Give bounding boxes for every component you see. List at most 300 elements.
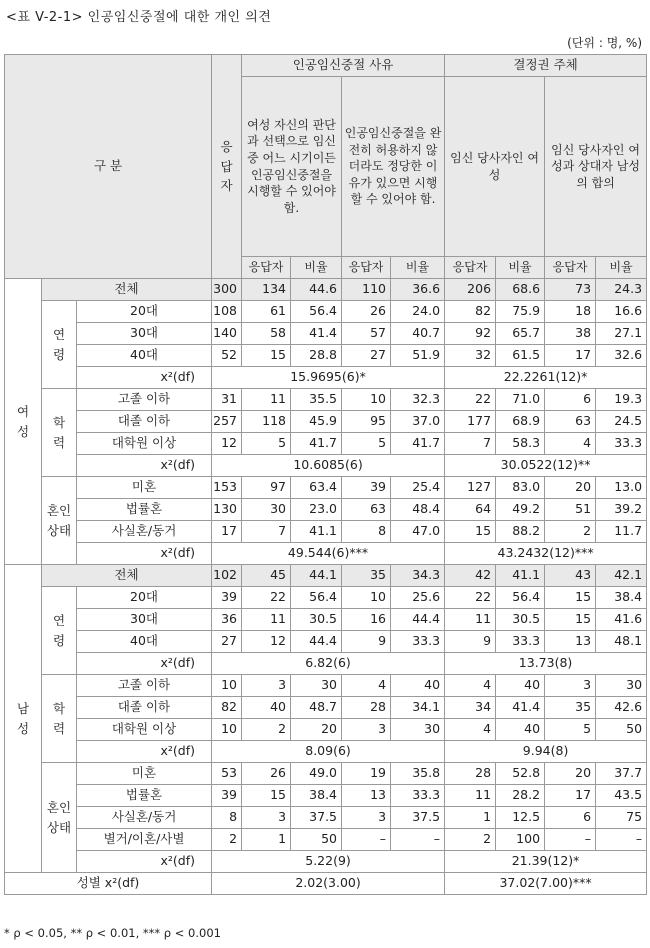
data-cell: 15 bbox=[242, 785, 291, 807]
data-cell: – bbox=[342, 829, 391, 851]
data-cell: 33.3 bbox=[596, 433, 647, 455]
data-cell: 31 bbox=[212, 389, 242, 411]
chi-value-reason: 8.09(6) bbox=[212, 741, 445, 763]
data-cell: 15 bbox=[242, 345, 291, 367]
sex-label bbox=[5, 279, 42, 565]
data-cell: 17 bbox=[545, 785, 596, 807]
data-cell: 134 bbox=[242, 279, 291, 301]
data-cell: 4 bbox=[445, 719, 496, 741]
data-cell: 4 bbox=[545, 433, 596, 455]
sub-header-ratio: 비율 bbox=[496, 257, 545, 279]
data-cell: 3 bbox=[342, 719, 391, 741]
data-cell: 8 bbox=[342, 521, 391, 543]
data-cell: 50 bbox=[291, 829, 342, 851]
data-cell: 15 bbox=[545, 609, 596, 631]
data-cell: 19.3 bbox=[596, 389, 647, 411]
table-row bbox=[5, 389, 647, 411]
data-cell: 75 bbox=[596, 807, 647, 829]
data-cell: 88.2 bbox=[496, 521, 545, 543]
data-cell: 130 bbox=[212, 499, 242, 521]
data-cell: 58 bbox=[242, 323, 291, 345]
data-cell: 37.0 bbox=[391, 411, 445, 433]
reason-group-header: 인공임신중절 사유 bbox=[242, 55, 445, 77]
data-cell: 11 bbox=[242, 389, 291, 411]
col-a-header bbox=[242, 77, 342, 257]
table-row bbox=[5, 719, 647, 741]
data-cell: 10 bbox=[342, 587, 391, 609]
data-cell: 3 bbox=[545, 675, 596, 697]
data-cell: 57 bbox=[342, 323, 391, 345]
data-cell: 11 bbox=[445, 785, 496, 807]
data-cell: 4 bbox=[342, 675, 391, 697]
data-cell: 39 bbox=[212, 587, 242, 609]
data-cell: – bbox=[391, 829, 445, 851]
data-cell: 140 bbox=[212, 323, 242, 345]
survey-table bbox=[4, 54, 647, 895]
data-cell: 118 bbox=[242, 411, 291, 433]
data-cell: 3 bbox=[242, 807, 291, 829]
chi-label-text: x²(df) bbox=[160, 853, 196, 869]
data-cell: 38.4 bbox=[291, 785, 342, 807]
data-cell: 44.4 bbox=[391, 609, 445, 631]
group-label bbox=[42, 675, 77, 763]
row-label: 20대 bbox=[77, 587, 212, 609]
data-cell: 32.6 bbox=[596, 345, 647, 367]
chi-row bbox=[5, 455, 647, 477]
data-cell: 100 bbox=[496, 829, 545, 851]
chi-label bbox=[77, 741, 212, 763]
data-cell: 41.6 bbox=[596, 609, 647, 631]
chi-label-text: x²(df) bbox=[160, 545, 196, 561]
chi-value-decision: 43.2432(12)*** bbox=[445, 543, 647, 565]
table-row bbox=[5, 807, 647, 829]
table-row bbox=[5, 609, 647, 631]
row-label: 30대 bbox=[77, 609, 212, 631]
data-cell: 257 bbox=[212, 411, 242, 433]
data-cell: 83.0 bbox=[496, 477, 545, 499]
data-cell: 41.4 bbox=[291, 323, 342, 345]
sub-header-ratio: 비율 bbox=[596, 257, 647, 279]
data-cell: 33.3 bbox=[391, 785, 445, 807]
total-label: 전체 bbox=[42, 279, 212, 301]
data-cell: 12 bbox=[212, 433, 242, 455]
data-cell: 30.5 bbox=[496, 609, 545, 631]
data-cell: 20 bbox=[545, 763, 596, 785]
col-d-header bbox=[545, 77, 647, 257]
data-cell: 68.9 bbox=[496, 411, 545, 433]
data-cell: 32 bbox=[445, 345, 496, 367]
data-cell: – bbox=[596, 829, 647, 851]
data-cell: 4 bbox=[445, 675, 496, 697]
data-cell: 7 bbox=[445, 433, 496, 455]
sub-header-respondents: 응답자 bbox=[545, 257, 596, 279]
chi-value-reason: 6.82(6) bbox=[212, 653, 445, 675]
data-cell: 45 bbox=[242, 565, 291, 587]
table-row bbox=[5, 675, 647, 697]
table-row bbox=[5, 477, 647, 499]
data-cell: 35.5 bbox=[291, 389, 342, 411]
data-cell: 95 bbox=[342, 411, 391, 433]
data-cell: 33.3 bbox=[391, 631, 445, 653]
data-cell: 24.5 bbox=[596, 411, 647, 433]
decision-group-header: 결정권 주체 bbox=[445, 55, 647, 77]
data-cell: 37.5 bbox=[391, 807, 445, 829]
data-cell: 12.5 bbox=[496, 807, 545, 829]
row-label: 법률혼 bbox=[77, 499, 212, 521]
chi-label bbox=[77, 851, 212, 873]
group-label-text: 연 령 bbox=[52, 327, 66, 362]
data-cell: 44.1 bbox=[291, 565, 342, 587]
data-cell: 30 bbox=[596, 675, 647, 697]
data-cell: 5 bbox=[242, 433, 291, 455]
data-cell: 12 bbox=[242, 631, 291, 653]
data-cell: 40 bbox=[391, 675, 445, 697]
chi-row bbox=[5, 653, 647, 675]
respondents-header bbox=[212, 55, 242, 279]
data-cell: 20 bbox=[545, 477, 596, 499]
chi-label bbox=[77, 653, 212, 675]
data-cell: 52.8 bbox=[496, 763, 545, 785]
data-cell: 11 bbox=[242, 609, 291, 631]
data-cell: 34.3 bbox=[391, 565, 445, 587]
col-c-text: 임신 당사자인 여성 bbox=[450, 150, 539, 182]
group-label-text: 연 령 bbox=[52, 613, 66, 648]
data-cell: 15 bbox=[445, 521, 496, 543]
data-cell: 38.4 bbox=[596, 587, 647, 609]
row-label: 30대 bbox=[77, 323, 212, 345]
data-cell: 73 bbox=[545, 279, 596, 301]
row-label: 40대 bbox=[77, 345, 212, 367]
chi-label bbox=[77, 543, 212, 565]
data-cell: 22 bbox=[445, 389, 496, 411]
data-cell: 63.4 bbox=[291, 477, 342, 499]
respondents-header-text: 응 답 자 bbox=[220, 139, 233, 194]
data-cell: 48.7 bbox=[291, 697, 342, 719]
data-cell: 56.4 bbox=[291, 587, 342, 609]
data-cell: 26 bbox=[342, 301, 391, 323]
table-row bbox=[5, 301, 647, 323]
data-cell: 49.2 bbox=[496, 499, 545, 521]
data-cell: 153 bbox=[212, 477, 242, 499]
data-cell: 16.6 bbox=[596, 301, 647, 323]
data-cell: 44.4 bbox=[291, 631, 342, 653]
data-cell: 36.6 bbox=[391, 279, 445, 301]
group-label-text: 혼인 상태 bbox=[46, 503, 72, 538]
data-cell: 5 bbox=[342, 433, 391, 455]
significance-note: * ρ < 0.05, ** ρ < 0.01, *** ρ < 0.001 bbox=[4, 926, 221, 940]
gender-chi-decision: 37.02(7.00)*** bbox=[445, 873, 647, 895]
data-cell: 25.4 bbox=[391, 477, 445, 499]
chi-value-decision: 22.2261(12)* bbox=[445, 367, 647, 389]
data-cell: 25.6 bbox=[391, 587, 445, 609]
data-cell: 28 bbox=[342, 697, 391, 719]
data-cell: 34.1 bbox=[391, 697, 445, 719]
data-cell: 42 bbox=[445, 565, 496, 587]
data-cell: 30 bbox=[391, 719, 445, 741]
chi-row bbox=[5, 741, 647, 763]
data-cell: 65.7 bbox=[496, 323, 545, 345]
data-cell: 19 bbox=[342, 763, 391, 785]
row-label: 대졸 이하 bbox=[77, 411, 212, 433]
table-row bbox=[5, 829, 647, 851]
data-cell: 51 bbox=[545, 499, 596, 521]
data-cell: 45.9 bbox=[291, 411, 342, 433]
sub-header-ratio: 비율 bbox=[391, 257, 445, 279]
row-label: 미혼 bbox=[77, 763, 212, 785]
chi-value-reason: 10.6085(6) bbox=[212, 455, 445, 477]
data-cell: 18 bbox=[545, 301, 596, 323]
row-label: 법률혼 bbox=[77, 785, 212, 807]
data-cell: 51.9 bbox=[391, 345, 445, 367]
data-cell: 41.7 bbox=[391, 433, 445, 455]
data-cell: 28.8 bbox=[291, 345, 342, 367]
chi-label bbox=[77, 367, 212, 389]
sex-label-text: 여 성 bbox=[16, 404, 30, 439]
chi-value-decision: 9.94(8) bbox=[445, 741, 647, 763]
data-cell: 10 bbox=[342, 389, 391, 411]
sub-header-ratio: 비율 bbox=[291, 257, 342, 279]
data-cell: 28.2 bbox=[496, 785, 545, 807]
data-cell: 61.5 bbox=[496, 345, 545, 367]
row-label: 별거/이혼/사별 bbox=[77, 829, 212, 851]
row-label: 대졸 이하 bbox=[77, 697, 212, 719]
chi-value-reason: 49.544(6)*** bbox=[212, 543, 445, 565]
data-cell: 3 bbox=[342, 807, 391, 829]
data-cell: 48.1 bbox=[596, 631, 647, 653]
col-d-text: 임신 당사자인 여성과 상대자 남성의 합의 bbox=[551, 142, 640, 190]
group-label bbox=[42, 389, 77, 477]
data-cell: 40.7 bbox=[391, 323, 445, 345]
category-header: 구 분 bbox=[5, 55, 212, 279]
col-b-text: 인공임신중절을 완전히 허용하지 않더라도 정당한 이유가 있으면 시행할 수 있어야 함. bbox=[344, 126, 442, 207]
row-label: 미혼 bbox=[77, 477, 212, 499]
data-cell: 22 bbox=[445, 587, 496, 609]
row-label: 20대 bbox=[77, 301, 212, 323]
data-cell: 300 bbox=[212, 279, 242, 301]
gender-chi-label: 성별 x²(df) bbox=[5, 873, 212, 895]
data-cell: 41.1 bbox=[496, 565, 545, 587]
data-cell: 37.7 bbox=[596, 763, 647, 785]
data-cell: 39 bbox=[212, 785, 242, 807]
row-label: 사실혼/동거 bbox=[77, 807, 212, 829]
data-cell: 26 bbox=[242, 763, 291, 785]
data-cell: 10 bbox=[212, 719, 242, 741]
group-label bbox=[42, 301, 77, 389]
data-cell: 6 bbox=[545, 389, 596, 411]
data-cell: 41.1 bbox=[291, 521, 342, 543]
table-row bbox=[5, 499, 647, 521]
data-cell: 102 bbox=[212, 565, 242, 587]
data-cell: 24.0 bbox=[391, 301, 445, 323]
data-cell: 43.5 bbox=[596, 785, 647, 807]
data-cell: 5 bbox=[545, 719, 596, 741]
data-cell: 27 bbox=[342, 345, 391, 367]
data-cell: 40 bbox=[496, 675, 545, 697]
data-cell: 56.4 bbox=[291, 301, 342, 323]
data-cell: 32.3 bbox=[391, 389, 445, 411]
row-label: 고졸 이하 bbox=[77, 389, 212, 411]
chi-value-decision: 13.73(8) bbox=[445, 653, 647, 675]
row-label: 사실혼/동거 bbox=[77, 521, 212, 543]
chi-label-text: x²(df) bbox=[160, 369, 196, 385]
data-cell: 35 bbox=[342, 565, 391, 587]
data-cell: 30.5 bbox=[291, 609, 342, 631]
data-cell: 1 bbox=[242, 829, 291, 851]
data-cell: 35 bbox=[545, 697, 596, 719]
group-label bbox=[42, 763, 77, 873]
data-cell: 108 bbox=[212, 301, 242, 323]
data-cell: 37.5 bbox=[291, 807, 342, 829]
data-cell: 27.1 bbox=[596, 323, 647, 345]
data-cell: 28 bbox=[445, 763, 496, 785]
data-cell: 16 bbox=[342, 609, 391, 631]
data-cell: 30 bbox=[242, 499, 291, 521]
data-cell: 34 bbox=[445, 697, 496, 719]
chi-label-text: x²(df) bbox=[160, 457, 196, 473]
total-label: 전체 bbox=[42, 565, 212, 587]
data-cell: 40 bbox=[496, 719, 545, 741]
data-cell: 2 bbox=[445, 829, 496, 851]
data-cell: 20 bbox=[291, 719, 342, 741]
data-cell: 52 bbox=[212, 345, 242, 367]
chi-row bbox=[5, 543, 647, 565]
data-cell: 42.1 bbox=[596, 565, 647, 587]
chi-value-decision: 21.39(12)* bbox=[445, 851, 647, 873]
chi-value-reason: 15.9695(6)* bbox=[212, 367, 445, 389]
sub-header-respondents: 응답자 bbox=[445, 257, 496, 279]
gender-chi-row bbox=[5, 873, 647, 895]
sub-header-respondents: 응답자 bbox=[242, 257, 291, 279]
data-cell: 63 bbox=[545, 411, 596, 433]
data-cell: 36 bbox=[212, 609, 242, 631]
chi-value-decision: 30.0522(12)** bbox=[445, 455, 647, 477]
data-cell: 22 bbox=[242, 587, 291, 609]
data-cell: 39 bbox=[342, 477, 391, 499]
chi-row bbox=[5, 367, 647, 389]
group-label-text: 혼인 상태 bbox=[46, 800, 72, 835]
data-cell: 17 bbox=[212, 521, 242, 543]
data-cell: – bbox=[545, 829, 596, 851]
data-cell: 63 bbox=[342, 499, 391, 521]
data-cell: 30 bbox=[291, 675, 342, 697]
data-cell: 7 bbox=[242, 521, 291, 543]
data-cell: 13.0 bbox=[596, 477, 647, 499]
data-cell: 71.0 bbox=[496, 389, 545, 411]
data-cell: 8 bbox=[212, 807, 242, 829]
table-row bbox=[5, 433, 647, 455]
data-cell: 1 bbox=[445, 807, 496, 829]
row-label: 대학원 이상 bbox=[77, 433, 212, 455]
row-label: 40대 bbox=[77, 631, 212, 653]
table-body bbox=[5, 55, 647, 895]
data-cell: 3 bbox=[242, 675, 291, 697]
total-row bbox=[5, 279, 647, 301]
data-cell: 68.6 bbox=[496, 279, 545, 301]
data-cell: 127 bbox=[445, 477, 496, 499]
data-cell: 35.8 bbox=[391, 763, 445, 785]
data-cell: 53 bbox=[212, 763, 242, 785]
data-cell: 56.4 bbox=[496, 587, 545, 609]
data-cell: 42.6 bbox=[596, 697, 647, 719]
data-cell: 39.2 bbox=[596, 499, 647, 521]
row-label: 대학원 이상 bbox=[77, 719, 212, 741]
data-cell: 97 bbox=[242, 477, 291, 499]
gender-chi-reason: 2.02(3.00) bbox=[212, 873, 445, 895]
data-cell: 43 bbox=[545, 565, 596, 587]
data-cell: 82 bbox=[445, 301, 496, 323]
data-cell: 48.4 bbox=[391, 499, 445, 521]
data-cell: 206 bbox=[445, 279, 496, 301]
data-cell: 38 bbox=[545, 323, 596, 345]
table-row bbox=[5, 697, 647, 719]
data-cell: 15 bbox=[545, 587, 596, 609]
chi-row bbox=[5, 851, 647, 873]
group-label-text: 학 력 bbox=[52, 415, 66, 450]
table-row bbox=[5, 785, 647, 807]
data-cell: 23.0 bbox=[291, 499, 342, 521]
unit-label: (단위 : 명, %) bbox=[567, 36, 642, 50]
sex-label bbox=[5, 565, 42, 873]
data-cell: 2 bbox=[242, 719, 291, 741]
chi-label-text: x²(df) bbox=[160, 743, 196, 759]
data-cell: 27 bbox=[212, 631, 242, 653]
group-label bbox=[42, 587, 77, 675]
data-cell: 11 bbox=[445, 609, 496, 631]
data-cell: 33.3 bbox=[496, 631, 545, 653]
table-row bbox=[5, 763, 647, 785]
data-cell: 11.7 bbox=[596, 521, 647, 543]
data-cell: 24.3 bbox=[596, 279, 647, 301]
data-cell: 9 bbox=[342, 631, 391, 653]
chi-value-reason: 5.22(9) bbox=[212, 851, 445, 873]
sub-header-respondents: 응답자 bbox=[342, 257, 391, 279]
data-cell: 41.4 bbox=[496, 697, 545, 719]
data-cell: 2 bbox=[545, 521, 596, 543]
table-row bbox=[5, 631, 647, 653]
data-cell: 92 bbox=[445, 323, 496, 345]
data-cell: 44.6 bbox=[291, 279, 342, 301]
data-cell: 49.0 bbox=[291, 763, 342, 785]
data-cell: 58.3 bbox=[496, 433, 545, 455]
group-label bbox=[42, 477, 77, 565]
data-cell: 47.0 bbox=[391, 521, 445, 543]
data-cell: 10 bbox=[212, 675, 242, 697]
table-row bbox=[5, 587, 647, 609]
col-c-header bbox=[445, 77, 545, 257]
table-row bbox=[5, 323, 647, 345]
data-cell: 13 bbox=[342, 785, 391, 807]
chi-label bbox=[77, 455, 212, 477]
data-cell: 17 bbox=[545, 345, 596, 367]
group-label-text: 학 력 bbox=[52, 701, 66, 736]
data-cell: 177 bbox=[445, 411, 496, 433]
chi-label-text: x²(df) bbox=[160, 655, 196, 671]
data-cell: 41.7 bbox=[291, 433, 342, 455]
table-title: <표 V-2-1> 인공임신중절에 대한 개인 의견 bbox=[6, 10, 272, 25]
table-row bbox=[5, 411, 647, 433]
data-cell: 2 bbox=[212, 829, 242, 851]
data-cell: 75.9 bbox=[496, 301, 545, 323]
table-row bbox=[5, 521, 647, 543]
col-b-header bbox=[342, 77, 445, 257]
data-cell: 110 bbox=[342, 279, 391, 301]
sex-label-text: 남 성 bbox=[16, 701, 30, 736]
data-cell: 40 bbox=[242, 697, 291, 719]
table-row bbox=[5, 345, 647, 367]
data-cell: 82 bbox=[212, 697, 242, 719]
total-row bbox=[5, 565, 647, 587]
data-cell: 9 bbox=[445, 631, 496, 653]
